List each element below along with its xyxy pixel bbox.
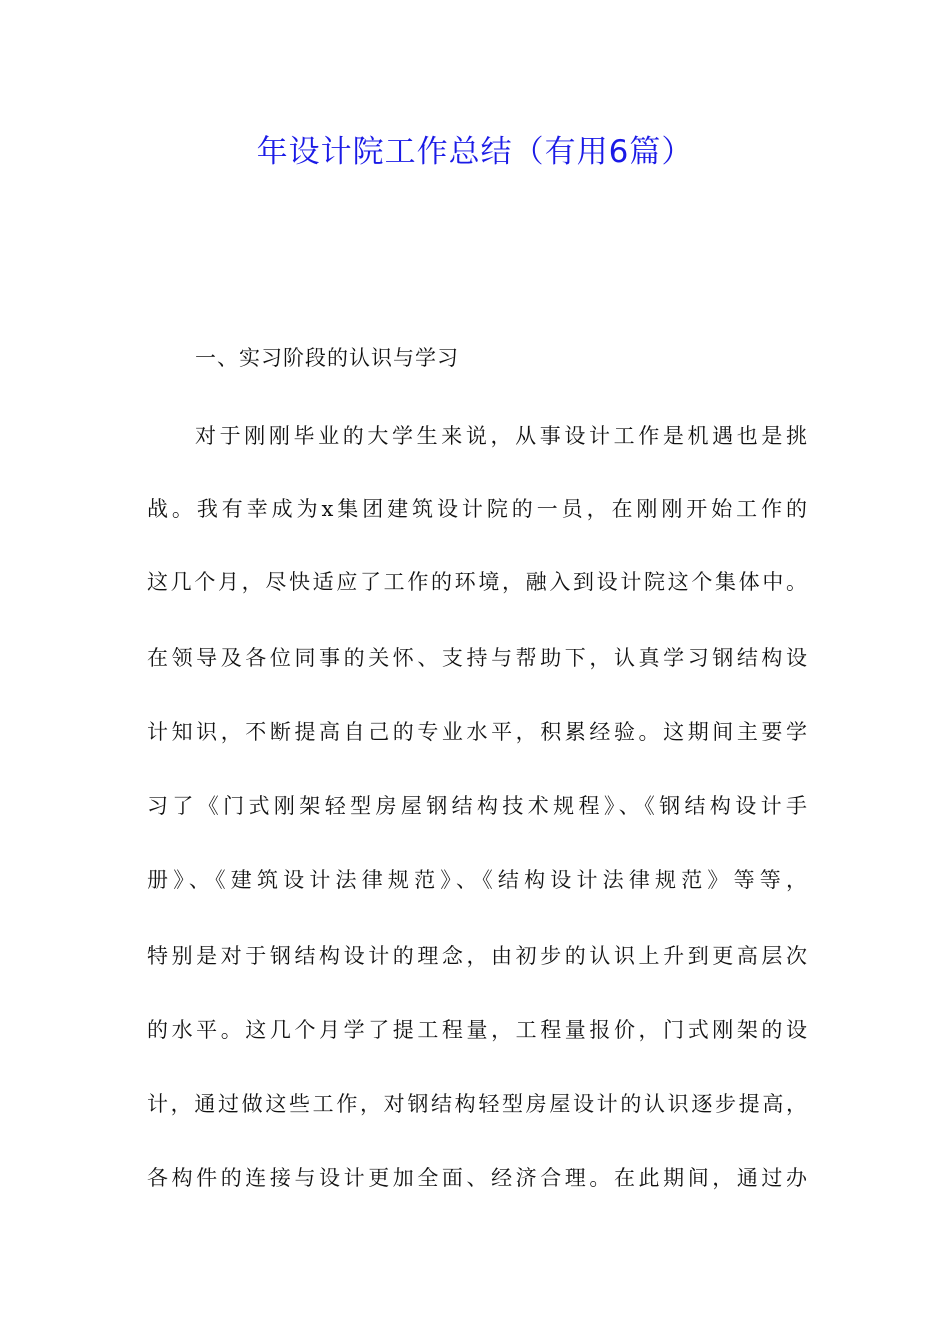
paragraph-line: 各构件的连接与设计更加全面、经济合理。在此期间，通过办 xyxy=(147,1166,807,1190)
paragraph-line: 在领导及各位同事的关怀、支持与帮助下，认真学习钢结构设 xyxy=(147,646,807,670)
paragraph-line: 特别是对于钢结构设计的理念，由初步的认识上升到更高层次 xyxy=(147,944,807,968)
paragraph-line: 计，通过做这些工作，对钢结构轻型房屋设计的认识逐步提高， xyxy=(147,1092,807,1116)
paragraph-line: 战。我有幸成为x集团建筑设计院的一员，在刚刚开始工作的 xyxy=(147,497,807,521)
document-title: 年设计院工作总结（有用6篇） xyxy=(256,134,694,170)
section-heading: 一、实习阶段的认识与学习 xyxy=(195,346,459,370)
paragraph-line: 习了《门式刚架轻型房屋钢结构技术规程》、《钢结构设计手 xyxy=(147,794,807,818)
paragraph-line: 的水平。这几个月学了提工程量，工程量报价，门式刚架的设 xyxy=(147,1018,807,1042)
paragraph-line: 对于刚刚毕业的大学生来说，从事设计工作是机遇也是挑 xyxy=(195,424,807,448)
paragraph-line: 册》、《建筑设计法律规范》、《结构设计法律规范》等等， xyxy=(147,868,807,892)
paragraph-line: 计知识，不断提高自己的专业水平，积累经验。这期间主要学 xyxy=(147,720,807,744)
paragraph-line: 这几个月，尽快适应了工作的环境，融入到设计院这个集体中。 xyxy=(147,570,807,594)
